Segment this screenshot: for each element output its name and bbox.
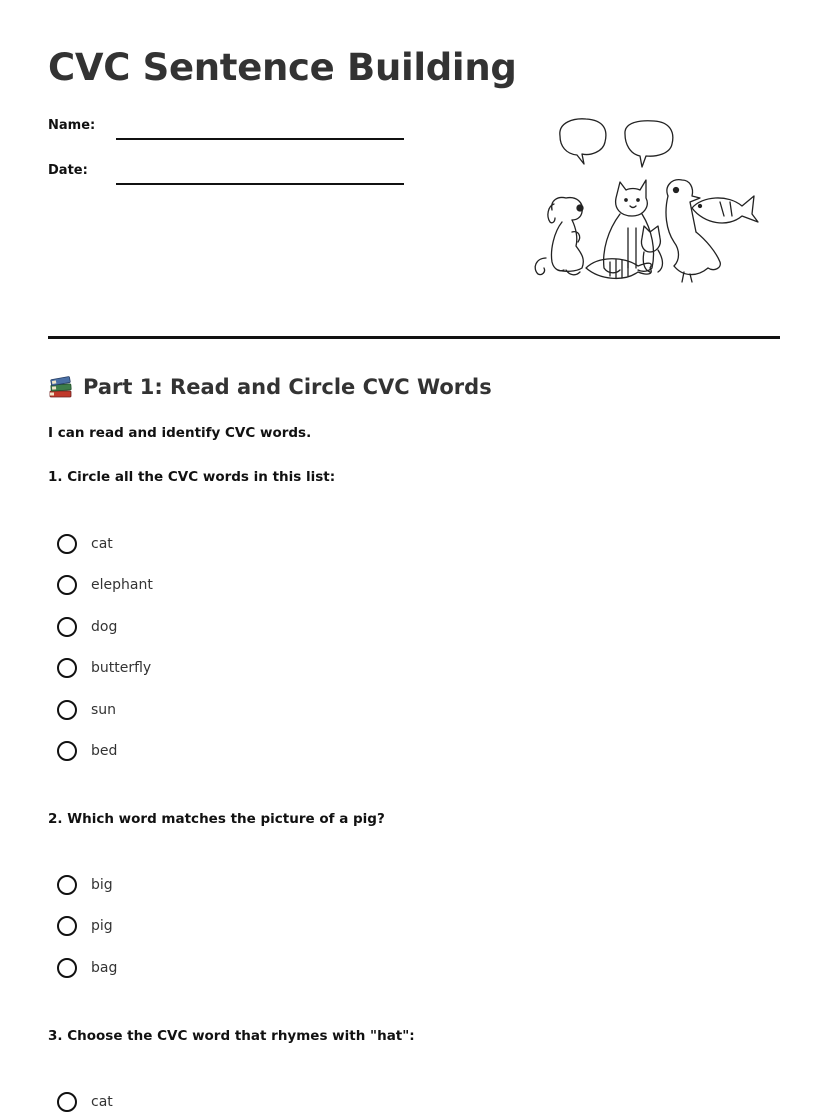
part1-heading	[48, 374, 492, 400]
date-field[interactable]	[116, 183, 404, 185]
name-field[interactable]	[116, 138, 404, 140]
name-label: Name:	[48, 118, 96, 133]
radio-circle[interactable]	[57, 617, 77, 637]
worksheet-title: CVC Sentence Building	[48, 46, 517, 89]
option-label: cat	[91, 1094, 113, 1110]
learning-objective: I can read and identify CVC words.	[48, 425, 312, 441]
question-1-option-elephant[interactable]	[57, 572, 153, 598]
radio-circle[interactable]	[57, 658, 77, 678]
option-label: big	[91, 877, 113, 893]
question-2-prompt: 2. Which word matches the picture of a pig?	[48, 811, 385, 827]
radio-circle[interactable]	[57, 958, 77, 978]
question-3-option-cat[interactable]	[57, 1089, 113, 1115]
question-2-option-bag[interactable]	[57, 955, 117, 981]
radio-circle[interactable]	[57, 575, 77, 595]
fish-bottom-drawing	[586, 259, 651, 279]
option-label: cat	[91, 536, 113, 552]
radio-circle[interactable]	[57, 741, 77, 761]
question-1-option-butterfly[interactable]	[57, 655, 151, 681]
part1-heading-text: Part 1: Read and Circle CVC Words	[83, 375, 492, 399]
radio-circle[interactable]	[57, 700, 77, 720]
speech-bubble-right	[625, 121, 673, 167]
question-2-option-pig[interactable]	[57, 913, 113, 939]
radio-circle[interactable]	[57, 875, 77, 895]
option-label: dog	[91, 619, 118, 635]
duck-drawing	[666, 180, 720, 282]
fish-drawing	[692, 196, 758, 223]
question-1-option-sun[interactable]	[57, 697, 116, 723]
option-label: pig	[91, 918, 113, 934]
question-1-prompt: 1. Circle all the CVC words in this list:	[48, 469, 336, 485]
dog-drawing	[535, 198, 583, 275]
section-divider	[48, 336, 780, 339]
option-label: bag	[91, 960, 118, 976]
option-label: elephant	[91, 577, 153, 593]
speech-bubble-left	[560, 119, 606, 164]
radio-circle[interactable]	[57, 916, 77, 936]
animals-illustration	[524, 112, 760, 288]
books-icon	[48, 374, 74, 400]
date-label: Date:	[48, 163, 88, 178]
option-label: sun	[91, 702, 117, 718]
option-label: butterfly	[91, 660, 152, 676]
question-3-prompt: 3. Choose the CVC word that rhymes with "hat":	[48, 1028, 415, 1044]
radio-circle[interactable]	[57, 1092, 77, 1112]
question-2-option-big[interactable]	[57, 872, 113, 898]
radio-circle[interactable]	[57, 534, 77, 554]
question-1-option-cat[interactable]	[57, 531, 113, 557]
question-1-option-dog[interactable]	[57, 614, 117, 640]
option-label: bed	[91, 743, 118, 759]
question-1-option-bed[interactable]	[57, 738, 117, 764]
